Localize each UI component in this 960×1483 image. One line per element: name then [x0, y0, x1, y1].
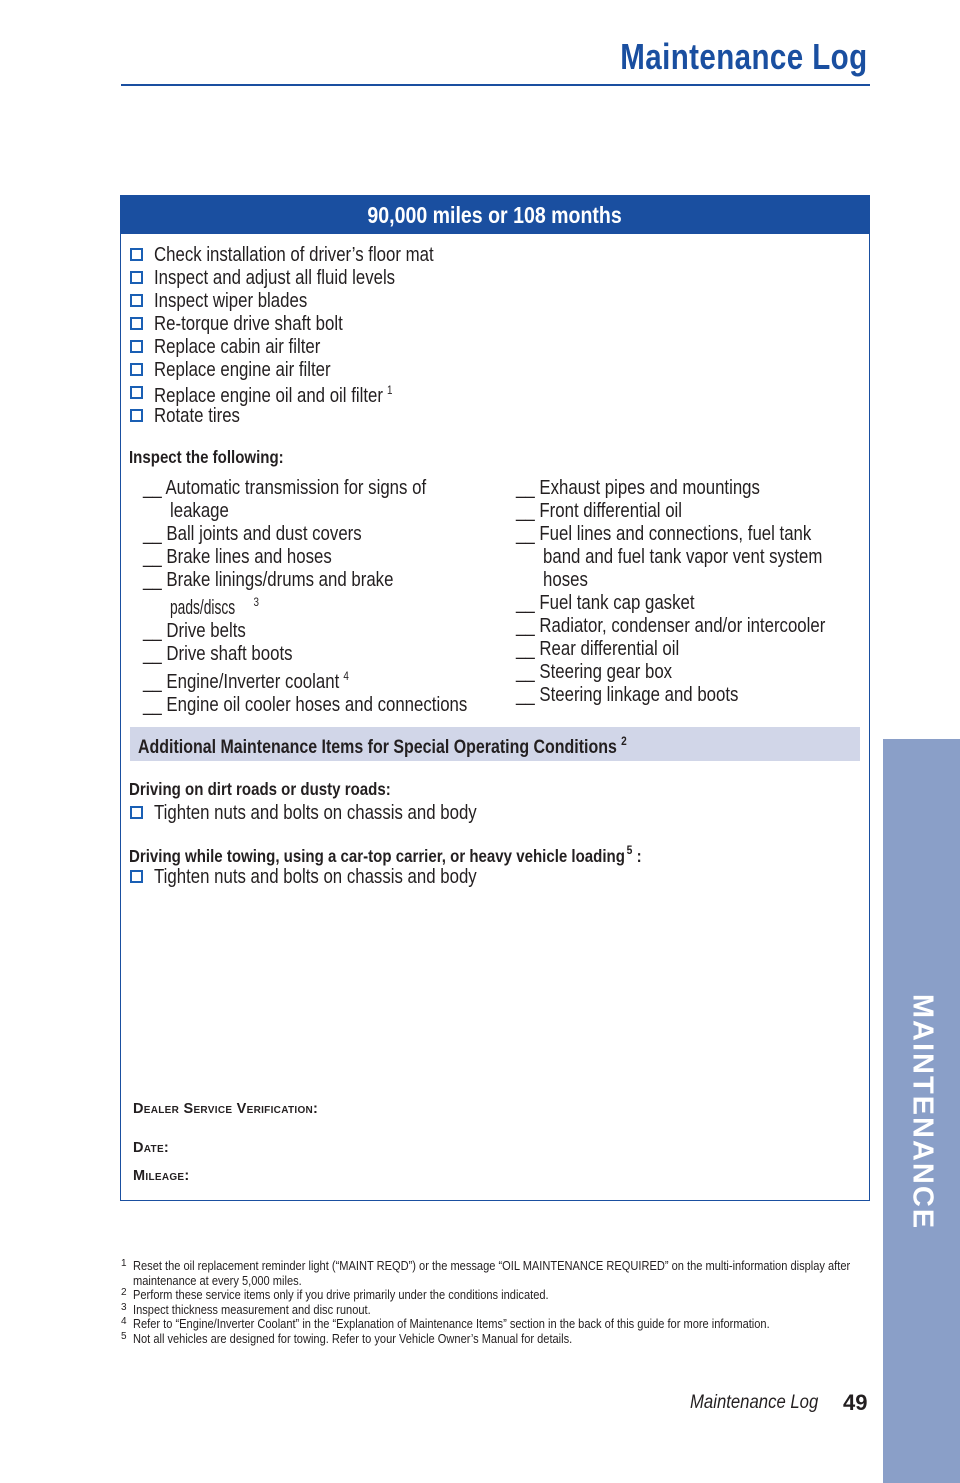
footnote-ref: 5	[626, 843, 633, 857]
inspect-item-text: Engine/Inverter coolant	[166, 670, 340, 693]
inspect-item-text-cont: leakage	[170, 499, 229, 522]
checkbox-icon[interactable]	[130, 870, 143, 883]
special-conditions-heading-text	[138, 734, 627, 759]
towing-heading-suffix: :	[632, 846, 642, 866]
checkbox-icon[interactable]	[130, 409, 143, 422]
blank-marker: __	[516, 476, 535, 499]
inspect-item	[516, 614, 893, 637]
checklist-item-label: Re-torque drive shaft bolt	[154, 312, 343, 335]
checklist-item-label: Replace cabin air filter	[154, 335, 321, 358]
footer-label	[690, 1392, 836, 1414]
footnote-ref: 1	[387, 382, 393, 397]
mileage-label: Mileage:	[133, 1168, 190, 1184]
date-label: Date:	[133, 1140, 170, 1156]
blank-marker: __	[516, 614, 535, 637]
inspect-item	[516, 660, 893, 683]
footnotes	[121, 1259, 871, 1347]
footnote-number: 3	[121, 1301, 127, 1313]
inspect-item	[143, 619, 538, 642]
checklist-item[interactable]	[130, 404, 495, 427]
inspect-item	[143, 642, 538, 665]
footnote	[121, 1317, 871, 1332]
inspect-heading	[129, 447, 309, 468]
towing-item-label: Tighten nuts and bolts on chassis and body	[154, 865, 477, 888]
dirt-roads-heading	[129, 779, 433, 800]
inspect-item	[516, 683, 893, 706]
footnote-text: Perform these service items only if you drive primarily under the conditions indicated.	[133, 1287, 549, 1303]
inspect-item-text: Ball joints and dust covers	[166, 522, 362, 545]
checklist-item-label: Inspect and adjust all fluid levels	[154, 266, 396, 289]
maintenance-log-box	[120, 195, 870, 1201]
inspect-item-text-cont: band and fuel tank vapor vent system	[543, 545, 823, 568]
footnote-ref: 2	[621, 734, 627, 748]
inspect-item	[143, 476, 538, 522]
inspect-heading-text: Inspect the following:	[129, 447, 284, 467]
checklist-item[interactable]	[130, 312, 495, 335]
checkbox-icon[interactable]	[130, 386, 143, 399]
checklist-item-label: Inspect wiper blades	[154, 289, 308, 312]
special-conditions-band	[130, 727, 860, 761]
footnote	[121, 1303, 871, 1318]
blank-marker: __	[516, 637, 535, 660]
footnote-text: Not all vehicles are designed for towing. Refer to your Vehicle Owner’s Manual for details.	[133, 1330, 573, 1346]
blank-marker: __	[143, 568, 162, 591]
dirt-roads-heading-text: Driving on dirt roads or dusty roads:	[129, 779, 391, 799]
checkbox-icon[interactable]	[130, 294, 143, 307]
dealer-verification-label: Dealer Service Verification:	[133, 1101, 319, 1117]
checklist-item-label: Replace engine air filter	[154, 358, 331, 381]
inspect-item-text: Fuel tank cap gasket	[539, 591, 695, 614]
checklist-item[interactable]	[130, 381, 495, 407]
inspect-item	[143, 693, 538, 716]
inspect-item-text: Rear differential oil	[539, 637, 680, 660]
inspect-item	[143, 665, 538, 693]
checklist-item-text: Replace engine oil and oil filter	[154, 383, 383, 407]
footnote	[121, 1259, 871, 1288]
dirt-roads-item-label: Tighten nuts and bolts on chassis and body	[154, 801, 477, 824]
towing-item[interactable]	[130, 865, 548, 888]
footnote-number: 4	[121, 1316, 127, 1328]
inspect-item-text: Automatic transmission for signs of	[165, 476, 427, 499]
blank-marker: __	[516, 522, 535, 545]
interval-header	[121, 196, 869, 234]
blank-marker: __	[516, 660, 535, 683]
blank-marker: __	[143, 693, 162, 716]
inspect-item	[516, 522, 893, 591]
footnote-text: Inspect thickness measurement and disc runout.	[133, 1301, 371, 1317]
inspect-item-text: Fuel lines and connections, fuel tank	[539, 522, 812, 545]
checkbox-icon[interactable]	[130, 271, 143, 284]
inspect-list-left	[143, 476, 538, 716]
inspect-item-text-cont: hoses	[543, 568, 588, 591]
footnote-ref: 4	[343, 669, 349, 683]
footer-label-text: Maintenance Log	[690, 1392, 819, 1413]
inspect-item-text: Drive belts	[166, 619, 246, 642]
checkbox-icon[interactable]	[130, 317, 143, 330]
section-side-label	[883, 993, 960, 1231]
inspect-item	[143, 545, 538, 568]
inspect-item	[516, 499, 893, 522]
checklist-item[interactable]	[130, 266, 495, 289]
section-side-label-text: MAINTENANCE	[906, 993, 938, 1231]
footnote-ref: 3	[253, 595, 260, 609]
inspect-item-text: Exhaust pipes and mountings	[539, 476, 760, 499]
blank-marker: __	[516, 683, 535, 706]
checklist-item[interactable]	[130, 335, 495, 358]
interval-header-text: 90,000 miles or 108 months	[367, 202, 623, 228]
checklist-item-label: Check installation of driver’s floor mat	[154, 243, 434, 266]
blank-marker: __	[143, 619, 162, 642]
title-rule	[121, 84, 870, 86]
towing-heading-words: Driving while towing, using a car-top carrier, or heavy vehicle loading	[129, 846, 625, 866]
footnote-number: 5	[121, 1330, 127, 1342]
inspect-item	[516, 476, 893, 499]
checklist-item-label: Rotate tires	[154, 404, 240, 427]
inspect-item	[143, 568, 538, 619]
footnote-number: 1	[121, 1258, 127, 1269]
checklist-item[interactable]	[130, 243, 495, 266]
checklist-item-label	[154, 379, 393, 407]
page-title: Maintenance Log	[620, 36, 868, 77]
blank-marker: __	[143, 522, 162, 545]
blank-marker: __	[516, 499, 535, 522]
inspect-item-text-cont	[170, 591, 259, 619]
footnote-text: Refer to “Engine/Inverter Coolant” in the “Explanation of Maintenance Items” section in the back of this guide for more information.	[133, 1316, 770, 1332]
inspect-list-right	[516, 476, 893, 706]
special-conditions-heading	[138, 734, 720, 759]
footnote-number: 2	[121, 1287, 127, 1299]
inspect-item-text: Radiator, condenser and/or intercooler	[539, 614, 826, 637]
blank-marker: __	[143, 670, 162, 693]
footnote	[121, 1332, 871, 1347]
blank-marker: __	[143, 545, 162, 568]
blank-marker: __	[516, 591, 535, 614]
checkbox-icon[interactable]	[130, 806, 143, 819]
special-conditions-heading-words: Additional Maintenance Items for Special Operating Conditions	[138, 737, 617, 758]
inspect-item-text: Steering gear box	[539, 660, 673, 683]
blank-marker: __	[143, 476, 162, 499]
inspect-item-text: Drive shaft boots	[166, 642, 293, 665]
footnote-text: Reset the oil replacement reminder light (“MAINT REQD”) or the message “OIL MAINTENANCE REQUIRED” on the multi-information display after maintenance at every 5,000 miles.	[133, 1258, 851, 1288]
inspect-item-text: Front differential oil	[539, 499, 683, 522]
page-number: 49	[843, 1390, 868, 1415]
checkbox-icon[interactable]	[130, 248, 143, 261]
inspect-item-text: Brake linings/drums and brake	[166, 568, 394, 591]
checkbox-icon[interactable]	[130, 363, 143, 376]
inspect-item	[516, 591, 893, 614]
inspect-item-text-cont-words: pads/discs	[170, 596, 236, 619]
inspect-item	[516, 637, 893, 660]
footnote	[121, 1288, 871, 1303]
inspect-item-text: Engine oil cooler hoses and connections	[166, 693, 468, 716]
towing-heading	[129, 843, 725, 867]
inspect-item-text: Steering linkage and boots	[539, 683, 739, 706]
checklist-item[interactable]	[130, 289, 495, 312]
inspect-item	[143, 522, 538, 545]
checkbox-icon[interactable]	[130, 340, 143, 353]
towing-heading-text	[129, 843, 642, 867]
service-checklist	[130, 243, 495, 427]
inspect-item-text: Brake lines and hoses	[166, 545, 332, 568]
dirt-roads-item[interactable]	[130, 801, 548, 824]
blank-marker: __	[143, 642, 162, 665]
